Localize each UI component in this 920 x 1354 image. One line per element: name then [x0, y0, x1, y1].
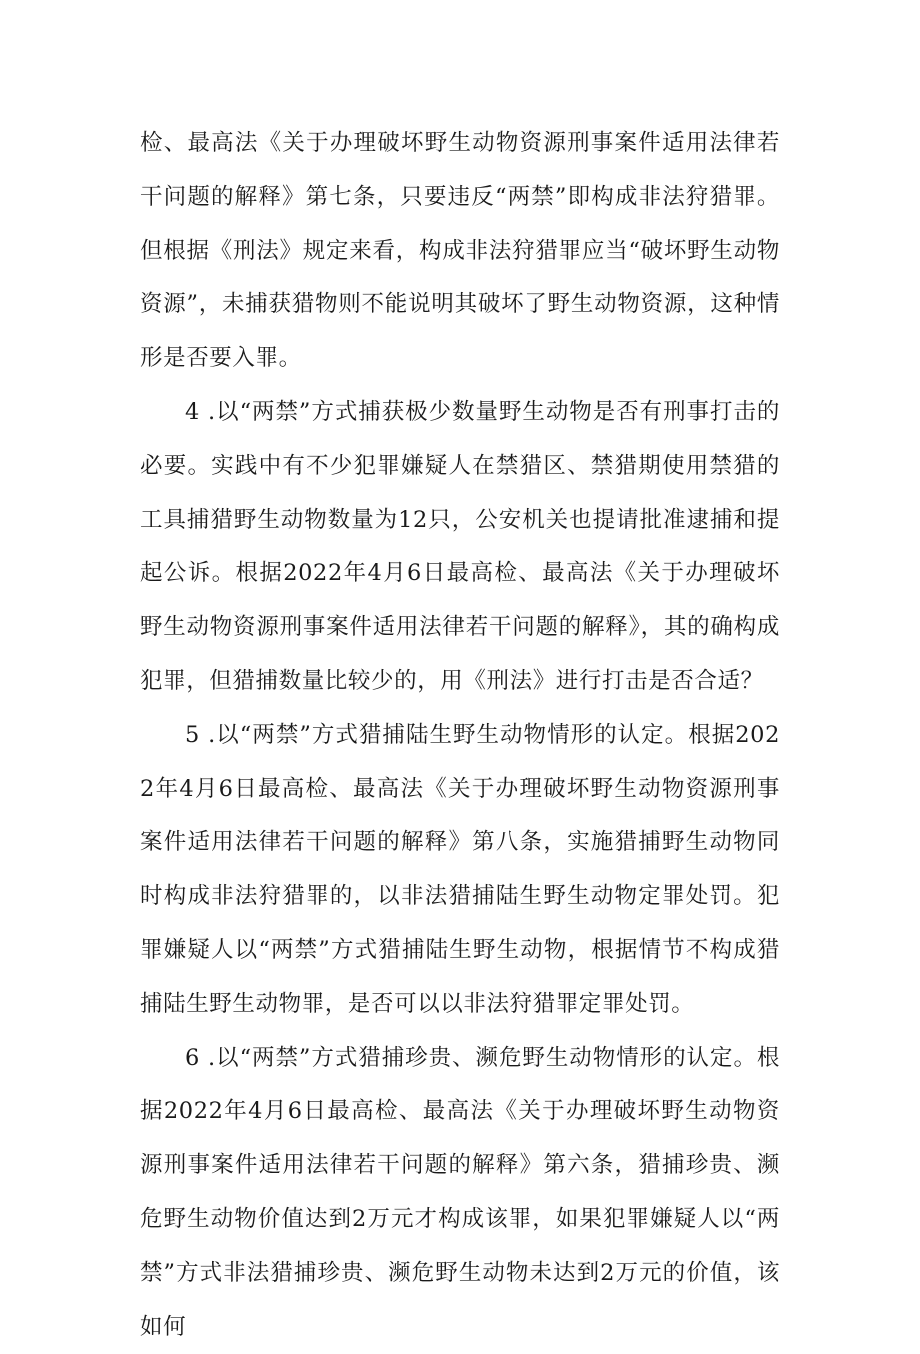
paragraph-item-5: 5 .以“两禁”方式猎捕陆生野生动物情形的认定。根据2022年4月6日最高检、最高法《关于办理破坏野生动物资源刑事案件适用法律若干问题的解释》第八条，实施猎捕野生动物同时构成非法狩猎罪的，以非法猎捕陆生野生动物定罪处罚。犯罪嫌疑人以“两禁”方式猎捕陆生野生动物，根据情节不构成猎捕陆生野生动物罪，是否可以以非法狩猎罪定罪处罚。	[140, 721, 780, 1017]
document-body	[140, 117, 780, 1354]
paragraph-item-6: 6 .以“两禁”方式猎捕珍贵、濒危野生动物情形的认定。根据2022年4月6日最高检、最高法《关于办理破坏野生动物资源刑事案件适用法律若干问题的解释》第六条，猎捕珍贵、濒危野生动物价值达到2万元才构成该罪，如果犯罪嫌疑人以“两禁”方式非法猎捕珍贵、濒危野生动物未达到2万元的价值，该如何	[140, 1044, 780, 1340]
paragraph-item-4: 4 .以“两禁”方式捕获极少数量野生动物是否有刑事打击的必要。实践中有不少犯罪嫌疑人在禁猎区、禁猎期使用禁猎的工具捕猎野生动物数量为12只，公安机关也提请批准逮捕和提起公诉。根据2022年4月6日最高检、最高法《关于办理破坏野生动物资源刑事案件适用法律若干问题的解释》，其的确构成犯罪，但猎捕数量比较少的，用《刑法》进行打击是否合适？	[140, 398, 780, 694]
paragraph-continuation: 检、最高法《关于办理破坏野生动物资源刑事案件适用法律若干问题的解释》第七条，只要违反“两禁”即构成非法狩猎罪。但根据《刑法》规定来看，构成非法狩猎罪应当“破坏野生动物资源”，未捕获猎物则不能说明其破坏了野生动物资源，这种情形是否要入罪。	[140, 130, 780, 372]
